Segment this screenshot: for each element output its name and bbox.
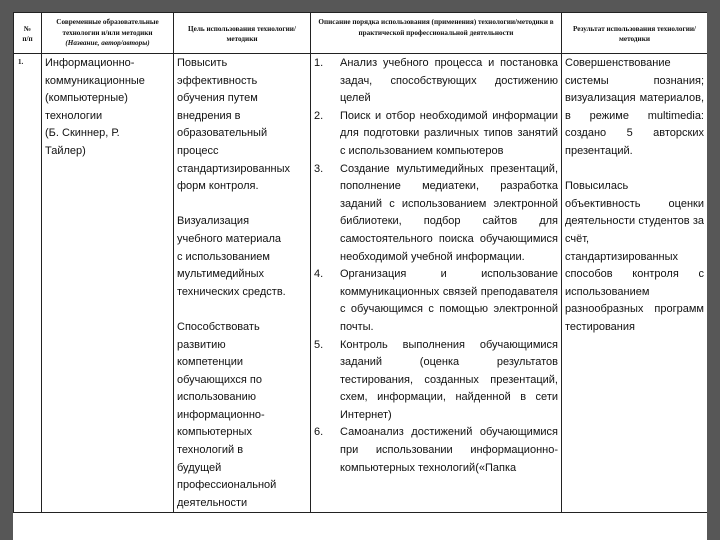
result-paragraph-1: Совершенствование системы познания; визуализация материалов, в режиме multimedia: создано 5 авторских презентаций. xyxy=(565,57,704,157)
table-row xyxy=(14,54,708,513)
table-header-row xyxy=(14,13,708,54)
list-item: 2. Поиск и отбор необходимой информации для подготовки различных типов занятий с использованием компьютеров xyxy=(314,109,558,157)
steps-list xyxy=(314,55,558,477)
document-page xyxy=(13,12,707,540)
list-item: 3. Создание мультимедийных презентаций, пополнение медиатеки, разработка заданий с использованием электронной библиотеки, подбор сайтов для самостоятельного поиска обучающимися необходимой учебной информации. xyxy=(314,162,558,263)
header-technology-subtitle: (Название, автор/авторы) xyxy=(65,39,150,47)
header-goal: Цель использования технологии/методики xyxy=(174,13,311,54)
technology-name: Информационно- коммуникационные (компьютерные) технологии (Б. Скиннер, Р. Тайлер) xyxy=(45,57,145,157)
header-result: Результат использования технологии/методики xyxy=(562,13,708,54)
technology-usage-table xyxy=(13,12,707,513)
description-cell xyxy=(311,54,562,513)
goal-paragraph-3: Способствовать развитию компетенции обучающихся по использованию информационно- компьютерных технологий в будущей профессиональной деятельности xyxy=(177,320,277,509)
result-paragraph-2: Повысилась объективность оценки деятельности студентов за счёт, стандартизированных способов контроля с использованием разнообразных программ тестирования xyxy=(565,180,704,333)
header-technology xyxy=(42,13,174,54)
row-number: 1. xyxy=(14,54,42,513)
goal-paragraph-1: Повысить эффективность обучения путем внедрения в образовательный процесс стандартизированных форм контроля. xyxy=(177,57,291,193)
header-number: № п/п xyxy=(14,13,42,54)
list-item: 1. Анализ учебного процесса и постановка задач, способствующих достижению целей xyxy=(314,57,558,105)
list-item: 5. Контроль выполнения обучающимися заданий (оценка результатов тестирования, созданных презентаций, схем, информации, найденной в сети Интернет) xyxy=(314,338,558,421)
header-technology-title: Современные образовательные технологии и/или методики xyxy=(56,18,159,37)
technology-cell xyxy=(42,54,174,513)
list-item: 4. Организация и использование коммуникационных связей преподавателя с обучающимся с помощью электронной почты. xyxy=(314,268,558,333)
header-description: Описание порядка использования (применения) технологии/методики в практической профессиональной деятельности xyxy=(311,13,562,54)
goal-cell xyxy=(174,54,311,513)
list-item: 6. Самоанализ достижений обучающимися при использовании информационно-компьютерных технологий(«Папка xyxy=(314,426,558,474)
goal-paragraph-2: Визуализация учебного материала с использованием мультимедийных технических средств. xyxy=(177,215,286,298)
result-cell xyxy=(562,54,708,513)
